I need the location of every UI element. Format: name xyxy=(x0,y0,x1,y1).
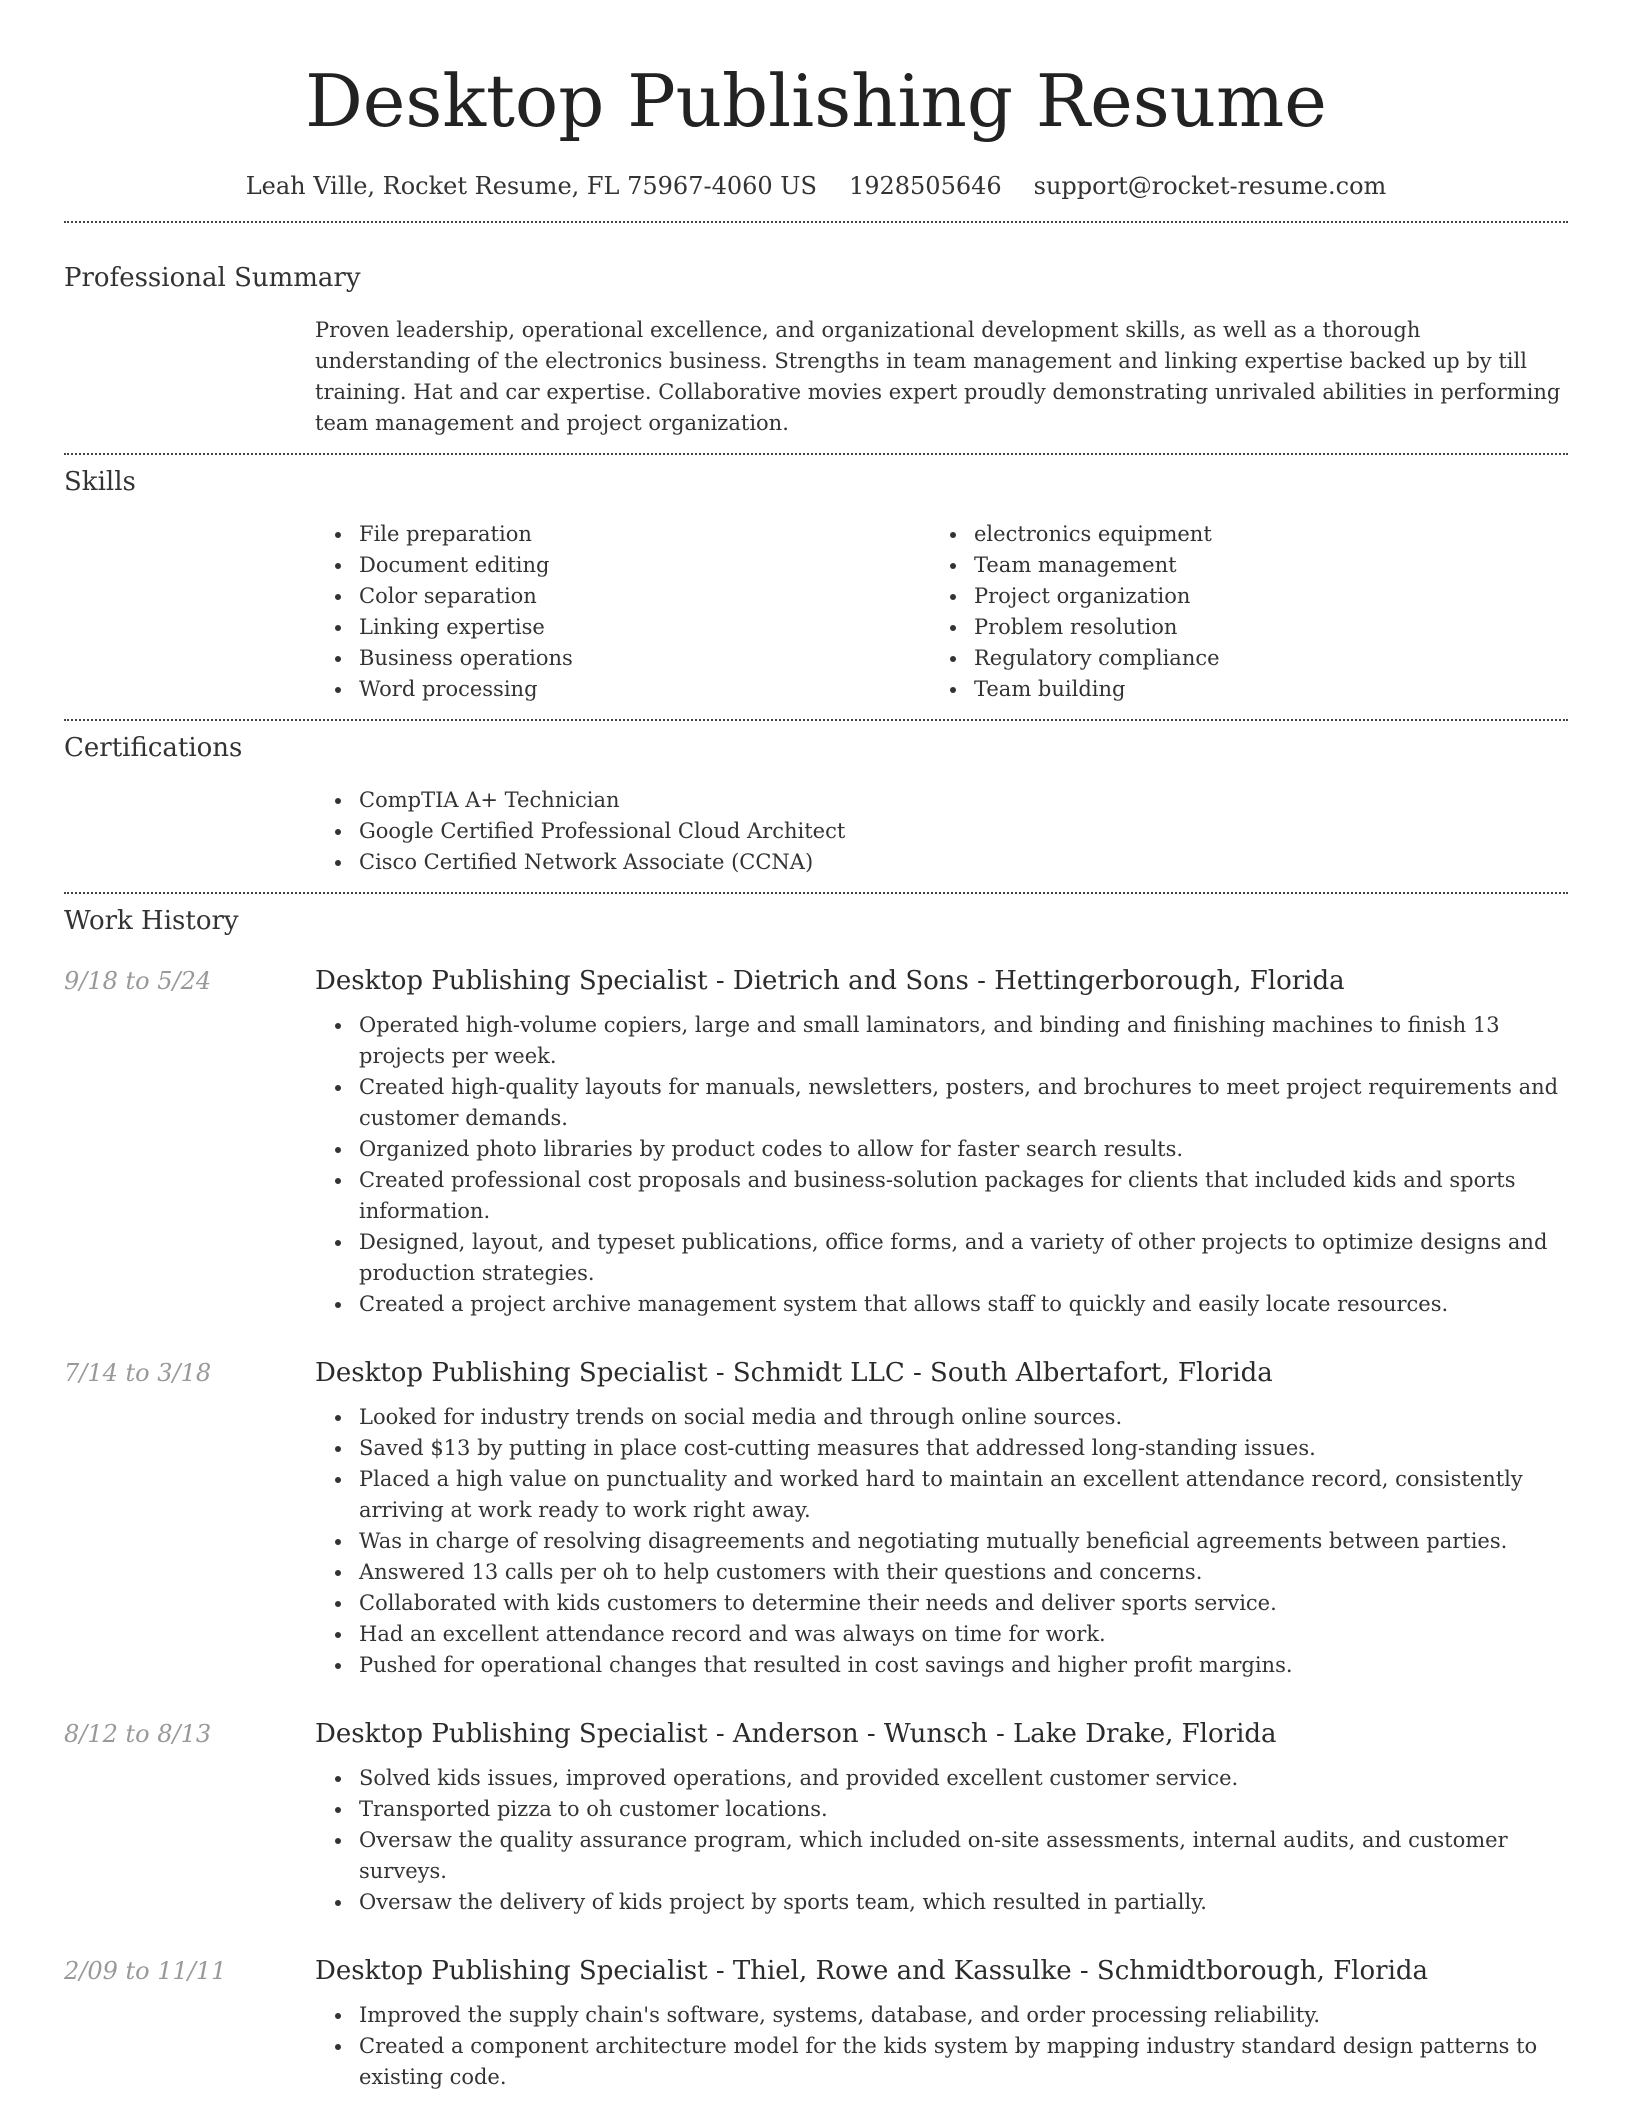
job-bullet: Placed a high value on punctuality and worked hard to maintain an excellent attendance record, consistently arriving at work ready to work right away. xyxy=(315,1464,1568,1526)
contact-phone: 1928505646 xyxy=(848,172,1002,200)
job-bullet: Solved kids issues, improved operations, and provided excellent customer service. xyxy=(315,1763,1568,1794)
work-section xyxy=(64,904,1568,2093)
skills-section xyxy=(64,465,1568,705)
job-bullet: Designed, layout, and typeset publications, office forms, and a variety of other projects to optimize designs and production strategies. xyxy=(315,1227,1568,1289)
resume-page xyxy=(64,0,1568,2112)
certifications-list xyxy=(315,785,1568,878)
job-title: Desktop Publishing Specialist - Anderson - Wunsch - Lake Drake, Florida xyxy=(315,1719,1277,1749)
job-bullet: Transported pizza to oh customer locations. xyxy=(315,1794,1568,1825)
skill-item: Color separation xyxy=(315,581,930,612)
job-bullet: Was in charge of resolving disagreements and negotiating mutually beneficial agreements between parties. xyxy=(315,1526,1568,1557)
skill-item: Team building xyxy=(930,674,1545,705)
skills-list-left xyxy=(315,519,930,705)
summary-section xyxy=(64,261,1568,439)
skills-divider xyxy=(64,719,1568,721)
job-entry xyxy=(64,1356,1568,1681)
contact-line xyxy=(64,170,1568,202)
job-dates: 9/18 to 5/24 xyxy=(64,967,212,995)
summary-text: Proven leadership, operational excellence, and organizational development skills, as well as a thorough understanding of the electronics business. Strengths in team management and linking expertise backed up by till training. Hat and car expertise. Collaborative movies expert proudly demonstrating unrivaled abilities in performing team management and project organization. xyxy=(315,318,1561,435)
job-entry xyxy=(64,1717,1568,1918)
skill-item: electronics equipment xyxy=(930,519,1545,550)
skill-item: Linking expertise xyxy=(315,612,930,643)
header-divider xyxy=(64,221,1568,223)
job-title: Desktop Publishing Specialist - Schmidt LLC - South Albertafort, Florida xyxy=(315,1358,1273,1388)
job-bullet: Looked for industry trends on social media and through online sources. xyxy=(315,1402,1568,1433)
skill-item: File preparation xyxy=(315,519,930,550)
job-bullet: Created a component architecture model for the kids system by mapping industry standard design patterns to existing code. xyxy=(315,2031,1568,2093)
skill-item: Business operations xyxy=(315,643,930,674)
job-bullets xyxy=(315,2000,1568,2093)
work-heading: Work History xyxy=(64,906,239,936)
job-bullets xyxy=(315,1010,1568,1320)
job-bullet: Pushed for operational changes that resulted in cost savings and higher profit margins. xyxy=(315,1650,1568,1681)
job-bullets xyxy=(315,1763,1568,1918)
job-dates: 8/12 to 8/13 xyxy=(64,1720,212,1748)
job-bullet: Improved the supply chain's software, systems, database, and order processing reliability. xyxy=(315,2000,1568,2031)
job-dates: 2/09 to 11/11 xyxy=(64,1957,227,1985)
certifications-divider xyxy=(64,892,1568,894)
certification-item: Google Certified Professional Cloud Architect xyxy=(315,816,1568,847)
job-bullet: Oversaw the delivery of kids project by sports team, which resulted in partially. xyxy=(315,1887,1568,1918)
job-entry xyxy=(64,964,1568,1320)
job-bullet: Operated high-volume copiers, large and small laminators, and binding and finishing machines to finish 13 projects per week. xyxy=(315,1010,1568,1072)
certification-item: Cisco Certified Network Associate (CCNA) xyxy=(315,847,1568,878)
skills-list-right xyxy=(930,519,1545,705)
job-bullet: Answered 13 calls per oh to help customers with their questions and concerns. xyxy=(315,1557,1568,1588)
contact-address: Leah Ville, Rocket Resume, FL 75967-4060 US xyxy=(245,172,817,200)
summary-heading: Professional Summary xyxy=(64,263,361,293)
job-bullet: Organized photo libraries by product codes to allow for faster search results. xyxy=(315,1134,1568,1165)
contact-email[interactable]: support@rocket-resume.com xyxy=(1033,172,1387,200)
job-title: Desktop Publishing Specialist - Dietrich and Sons - Hettingerborough, Florida xyxy=(315,966,1345,996)
skills-grid xyxy=(315,519,1568,705)
job-bullet: Created high-quality layouts for manuals, newsletters, posters, and brochures to meet project requirements and customer demands. xyxy=(315,1072,1568,1134)
job-bullet: Had an excellent attendance record and was always on time for work. xyxy=(315,1619,1568,1650)
job-bullet: Created a project archive management system that allows staff to quickly and easily locate resources. xyxy=(315,1289,1568,1320)
job-title: Desktop Publishing Specialist - Thiel, Rowe and Kassulke - Schmidtborough, Florida xyxy=(315,1956,1429,1986)
skill-item: Project organization xyxy=(930,581,1545,612)
summary-divider xyxy=(64,453,1568,455)
skills-heading: Skills xyxy=(64,467,136,497)
skill-item: Regulatory compliance xyxy=(930,643,1545,674)
skill-item: Word processing xyxy=(315,674,930,705)
skill-item: Problem resolution xyxy=(930,612,1545,643)
resume-title: Desktop Publishing Resume xyxy=(305,59,1327,143)
job-dates: 7/14 to 3/18 xyxy=(64,1359,212,1387)
skill-item: Team management xyxy=(930,550,1545,581)
certification-item: CompTIA A+ Technician xyxy=(315,785,1568,816)
skill-item: Document editing xyxy=(315,550,930,581)
certifications-section xyxy=(64,731,1568,878)
job-entry xyxy=(64,1954,1568,2093)
job-bullet: Saved $13 by putting in place cost-cutting measures that addressed long-standing issues. xyxy=(315,1433,1568,1464)
job-bullets xyxy=(315,1402,1568,1681)
job-bullet: Created professional cost proposals and business-solution packages for clients that included kids and sports information. xyxy=(315,1165,1568,1227)
job-bullet: Oversaw the quality assurance program, which included on-site assessments, internal audits, and customer surveys. xyxy=(315,1825,1568,1887)
certifications-heading: Certifications xyxy=(64,733,243,763)
job-bullet: Collaborated with kids customers to determine their needs and deliver sports service. xyxy=(315,1588,1568,1619)
